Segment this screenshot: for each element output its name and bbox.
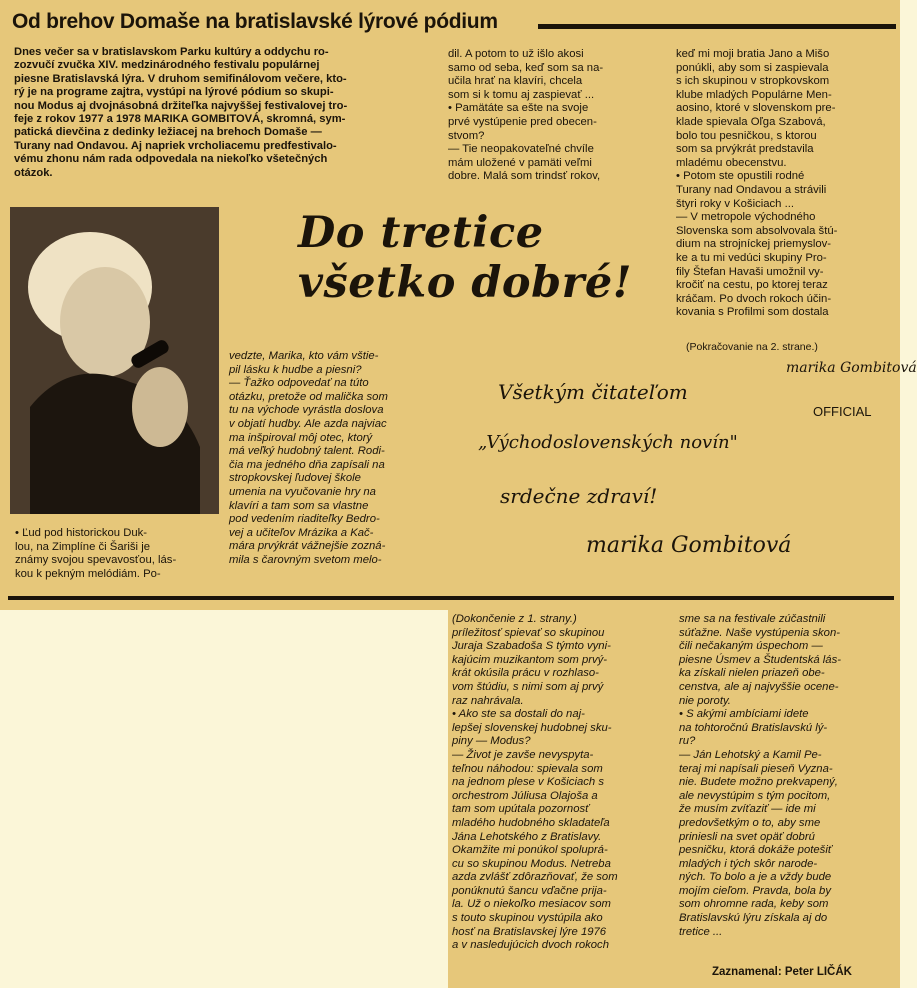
handwritten-line-4: marika Gombitová: [586, 533, 792, 558]
handwritten-line-3: srdečne zdraví!: [500, 484, 658, 508]
column-middle-lower: vedzte, Marika, kto vám vštie- pil lásku k hudbe a piesni? — Ťažko odpovedať na túto otázku, pretože od malička som tu na východe vyrástla doslova v objatí hudby. Ale azda najviac ma inšpiroval môj otec, ktorý má veľký hudobný talent. Rodi- čia ma jedného dňa zapísali na stropkovskej ľudovej škole umenia na vyučovanie hry na klavíri a tam som sa vlastne pod vedením riaditeľky Bedro- vej a učiteľov Mrázika a Kač- mára prvýkrát vážnejšie zozná- mila s čarovným svetom melo-: [229, 350, 388, 566]
intro-paragraph: Dnes večer sa v bratislavskom Parku kultúry a oddychu ro- zozvučí zvučka XIV. medzinárodného festivalu populárnej piesne Bratislavská lýra. V druhom semifinálovom večere, kto- rý je na programe zajtra, vystúpi na lýrové pódium so skupi- nou Modus aj dvojnásobná držiteľka najvyššej festivalovej tro- feje z rokov 1977 a 1978 MARIKA GOMBITOVÁ, skromná, sym- patická dievčina z dedinky ležiacej na brehoch Domaše — Turany nad Ondavou. Aj napriek vrcholiacemu predfestivalo- vému zhonu nám rada odpovedala na niekoľko všetečných otázok.: [14, 46, 348, 179]
handwritten-line-2: „Východoslovenských novín": [478, 432, 738, 453]
singer-photo: [10, 207, 219, 514]
handwritten-line-1: Všetkým čitateľom: [498, 380, 688, 404]
signature-stamp: marika Gombitová: [786, 360, 917, 376]
official-label: OFFICIAL: [813, 404, 872, 419]
continued-note: (Pokračovanie na 2. strane.): [686, 341, 818, 353]
headline-rule: [538, 24, 896, 29]
headline: Od brehov Domaše na bratislavské lýrové pódium: [12, 10, 498, 33]
column-bottom-1: (Dokončenie z 1. strany.) príležitosť spievať so skupinou Juraja Szabadoša S týmto vyni- kajúcim muzikantom som prvý- krát okúsila prácu v rozhlaso- vom štúdiu, s nimi som aj prvý raz nahrávala. • Ako ste sa dostali do naj- lepšej slovenskej hudobnej sku- piny — Modus? — Život je zavše nevyspyta- teľnou náhodou: spievala som na jednom plese v Košiciach s orchestrom Júliusa Olajoša a tam som upútala pozornosť mladého hudobného skladateľa Jána Lehotského z Bratislavy. Okamžite mi ponúkol spoluprá- cu so skupinou Modus. Netreba azda zvlášť zdôrazňovať, že som ponúknutú šancu vďačne prija- la. Už o niekoľko mesiacov som s touto skupinou vystúpila ako hosť na Bratislavskej lýre 1976 a v nasledujúcich dvoch rokoch: [452, 613, 618, 952]
big-title: Do tretice všetko dobré!: [298, 208, 633, 308]
singer-photo-image: [10, 207, 219, 514]
byline: Zaznamenal: Peter LIČÁK: [712, 966, 852, 978]
column-left-bottom: • Ľud pod historickou Duk- lou, na Zimplíne či Šariši je známy svojou spevavosťou, lás- kou k pekným melódiám. Po-: [15, 527, 177, 580]
section-divider: [8, 596, 894, 600]
column-right-top: keď mi moji bratia Jano a Mišo ponúkli, aby som si zaspievala s ich skupinou v stropkovskom klube mladých Populárne Men- aosino, ktoré v slovenskom pre- klade spievala Oľga Szabová, bolo tou pesničkou, s ktorou som sa prvýkrát predstavila mladému obecenstvu. • Potom ste opustili rodné Turany nad Ondavou a strávili štyri roky v Košiciach ... — V metropole východného Slovenska som absolvovala štú- dium na strojníckej priemyslov- ke a tu mi vedúci skupiny Pro- fily Štefan Havaši umožnil vy- kročiť na cestu, po ktorej teraz kráčam. Po dvoch rokoch účin- kovania s Profilmi som dostala: [676, 48, 838, 319]
column-middle-top: dil. A potom to už išlo akosi samo od seba, keď som sa na- učila hrať na klavíri, chcela som si k tomu aj zaspievať ... • Pamätáte sa ešte na svoje prvé vystúpenie pred obecen- stvom? — Tie neopakovateľné chvíle mám uložené v pamäti veľmi dobre. Malá som trindsť rokov,: [448, 48, 604, 183]
column-bottom-2: sme sa na festivale zúčastnili súťažne. Naše vystúpenia skon- čili nečakaným úspechom — piesne Úsmev a Študentská lás- ka získali nielen priazeň obe- censtva, ale aj najvyššie ocene- nie poroty. • S akými ambíciami idete na tohtoročnú Bratislavskú lý- ru? — Ján Lehotský a Kamil Pe- teraj mi napísali pieseň Vyzna- nie. Budete možno prekvapený, ale nevystúpim s tým pocitom, že musím zvíťaziť — ide mi predovšetkým o to, aby sme priniesli na svet opäť dobrú pesničku, ktorá dokáže potešiť mladých i tých skôr narode- ných. To bolo a je a vždy bude mojím cieľom. Pravda, bola by som ohromne rada, keby som Bratislavskú lýru získala aj do tretice ...: [679, 613, 842, 938]
